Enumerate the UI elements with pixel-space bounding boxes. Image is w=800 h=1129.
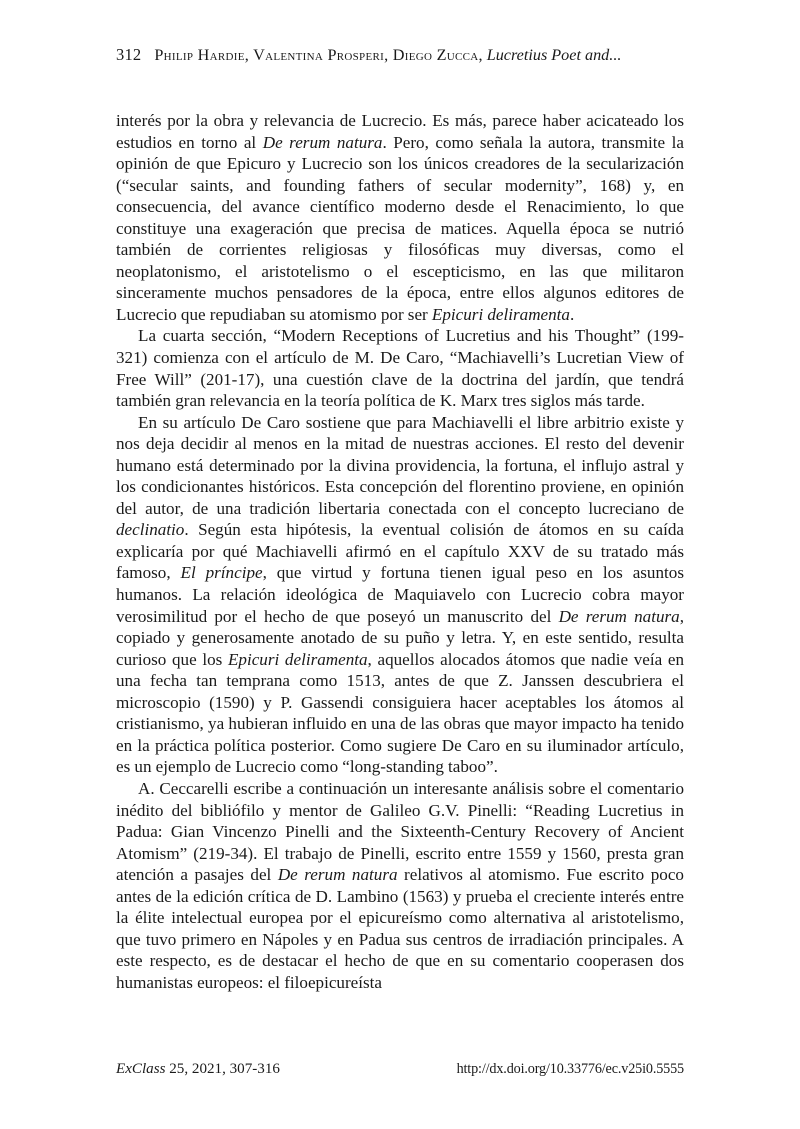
text-run: . — [569, 304, 575, 324]
journal-name: ExClass — [116, 1061, 166, 1077]
text-run: . Pero, como señala la autora, transmite la opinión de que Epicuro y Lucrecio son los únicos creadores de la secularización (“secular saints, and founding fathers of secular modernity”, 168) y, en consecuencia, del avance científico moderno desde el Renacimiento, lo que constituye una exageración que precisa de matices. Aquella época se nutrió también de corrientes religiosas y filosóficas muy diversas, como el neoplatonismo, el aristotelismo o el escepticismo, en las que militaron sinceramente muchos pensadores de la época, entre ellos algunos editores de Lucrecio que repudiaban su atomismo por ser — [116, 132, 684, 324]
text-run: relativos al atomismo. Fue escrito poco antes de la edición crítica de D. Lambino (1563) y prueba el creciente interés entre la élite intelectual europea por el epicureísmo como alternativa al aristotelismo, que tuvo primero en Nápoles y en Padua sus centros de irradiación principales. A este respecto, es de destacar el hecho de que en su comentario cooperasen dos humanistas europeos: el filoepicureísta — [116, 865, 684, 992]
running-head-title: Lucretius Poet and... — [486, 46, 622, 64]
italic-title-run: De rerum natura — [558, 606, 680, 626]
text-run: interés por la obra y relevancia de Lucrecio. Es más, parece haber acicateado los estudios en torno al — [116, 111, 684, 152]
footer-doi-link[interactable]: http://dx.doi.org/10.33776/ec.v25i0.5555 — [456, 1061, 684, 1077]
text-run: , aquellos alocados átomos que nadie veía en una fecha tan temprana como 1513, antes de que Z. Janssen descubriera el microscopio (1590) y P. Gassendi consiguiera hacer aceptables los átomos al cristianismo, ya hubieran influido en una de las obras que mayor impacto ha tenido en la práctica política posterior. Como sugiere De Caro en su iluminador artículo, es un ejemplo de Lucrecio como “long-standing taboo”. — [116, 649, 684, 777]
body-paragraph — [116, 325, 684, 411]
text-run: A. Ceccarelli escribe a continuación un interesante análisis sobre el comentario inédito del bibliófilo y mentor de Galileo G.V. Pinelli: “Reading Lucretius in Padua: Gian Vincenzo Pinelli and the Sixteenth-Century Recovery of Ancient Atomism” (219-34). El trabajo de Pinelli, escrito entre 1559 y 1560, presta gran atención a pasajes del — [116, 778, 684, 885]
text-run: La cuarta sección, “Modern Receptions of Lucretius and his Thought” (199-321) comienza con el artículo de M. De Caro, “Machiavelli’s Lucretian View of Free Will” (201-17), una cuestión clave de la doctrina del jardín, que tendrá también gran relevancia en la teoría política de K. Marx tres siglos más tarde. — [116, 326, 684, 411]
italic-title-run: declinatio — [116, 520, 185, 540]
text-run: , que virtud y fortuna tienen igual peso en los asuntos humanos. La relación ideológica de Maquiavelo con Lucrecio cobra mayor verosimilitud por el hecho de que poseyó un manuscrito del — [116, 563, 684, 626]
italic-title-run: El príncipe — [180, 563, 263, 583]
body-paragraph — [116, 412, 684, 778]
italic-title-run: Epicuri deliramenta — [431, 304, 570, 324]
italic-title-run: Epicuri deliramenta — [227, 649, 368, 669]
text-run: En su artículo De Caro sostiene que para Machiavelli el libre arbitrio existe y nos deja decidir al menos en la mitad de nuestras acciones. El resto del devenir humano está determinado por la divina providencia, la fortuna, el influjo astral y los condicionantes históricos. Esta concepción del florentino proviene, en opinión del autor, de una tradición libertaria conectada con el concepto lucreciano de — [116, 412, 684, 518]
body-paragraph — [116, 778, 684, 993]
page-number: 312 — [116, 45, 142, 64]
text-run: , copiado y generosamente anotado de su puño y letra. Y, en este sentido, resulta curioso que los — [116, 606, 684, 669]
italic-title-run: De rerum natura — [277, 865, 398, 885]
page-footer — [116, 1059, 684, 1079]
italic-title-run: De rerum natura — [262, 132, 383, 152]
running-head-authors: Philip Hardie, Valentina Prosperi, Diego Zucca, — [154, 46, 483, 64]
body-paragraph — [116, 110, 684, 325]
text-run: . Según esta hipótesis, la eventual colisión de átomos en su caída explicaría por qué Machiavelli afirmó en el capítulo XXV de su tratado más famoso, — [116, 520, 684, 583]
running-head — [116, 45, 684, 66]
journal-issue-pages: 25, 2021, 307-316 — [165, 1061, 280, 1077]
body-text-block — [116, 110, 684, 993]
footer-citation — [116, 1059, 280, 1079]
